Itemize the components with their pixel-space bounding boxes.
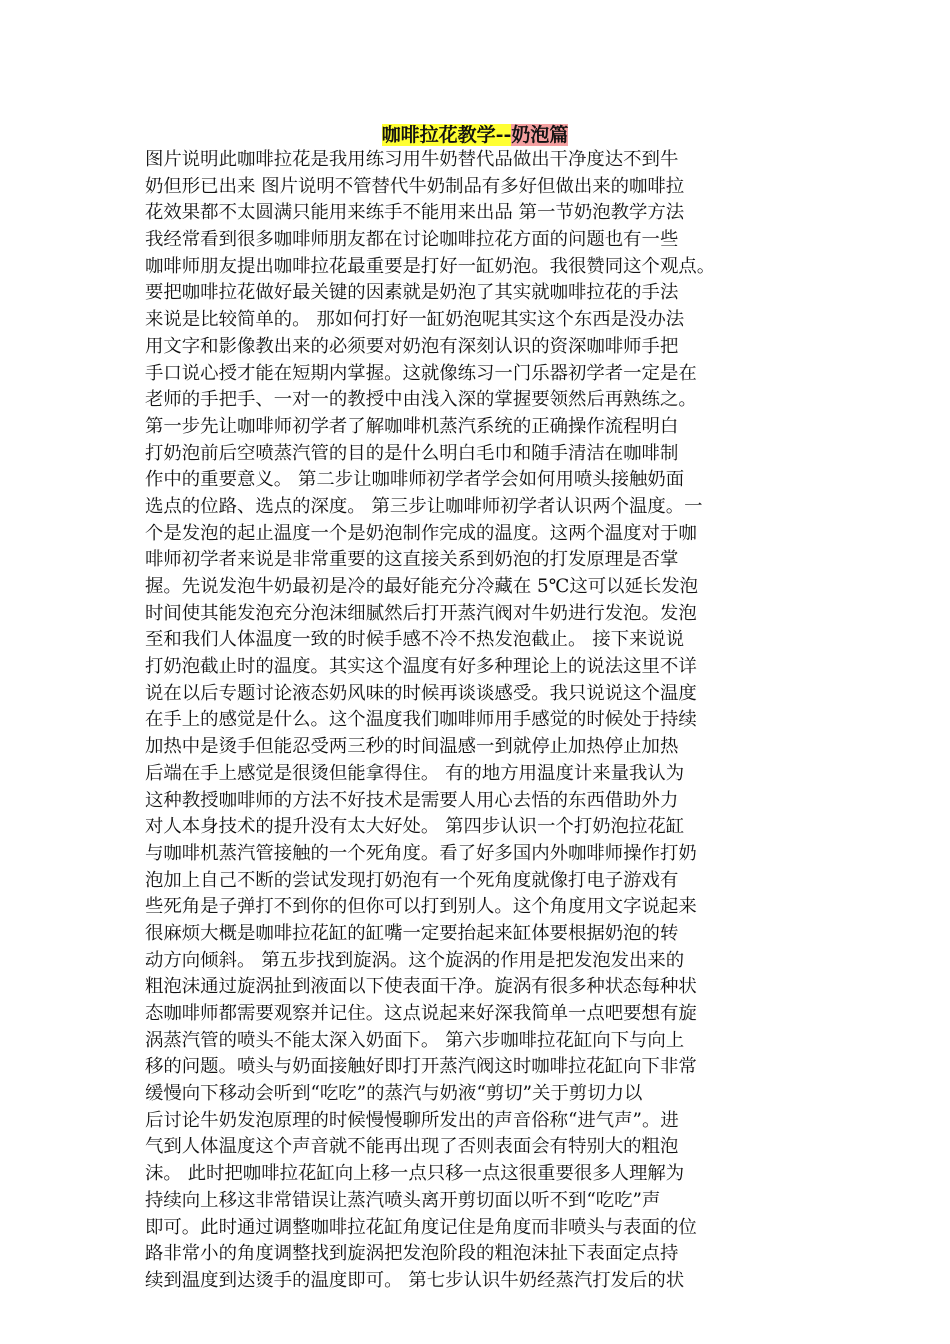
body-line: 用文字和影像教出来的必须要对奶泡有深刻认识的资深咖啡师手把	[145, 335, 679, 357]
title-highlight-yellow	[382, 124, 512, 146]
body-line: 后端在手上感觉是很烫但能拿得住。 有的地方用温度计来量我认为	[145, 762, 685, 784]
body-line: 打奶泡前后空喷蒸汽管的目的是什么明白毛巾和随手清洁在咖啡制	[145, 442, 679, 464]
body-line: 老师的手把手、一对一的教授中由浅入深的掌握要领然后再熟练之。	[145, 389, 697, 411]
body-line: 图片说明此咖啡拉花是我用练习用牛奶替代品做出干净度达不到牛	[145, 149, 679, 170]
body-line: 第一步先让咖啡师初学者了解咖啡机蒸汽系统的正确操作流程明白	[145, 415, 679, 437]
body-line: 缓慢向下移动会听到“吃吃”的蒸汽与奶液“剪切”关于剪切力以	[145, 1083, 643, 1105]
title-separator: --	[495, 124, 512, 146]
body-line: 时间使其能发泡充分泡沫细腻然后打开蒸汽阀对牛奶进行发泡。发泡	[145, 602, 697, 624]
body-line: 至和我们人体温度一致的时候手感不冷不热发泡截止。 接下来说说	[145, 629, 685, 651]
body-line: 打奶泡截止时的温度。其实这个温度有好多种理论上的说法这里不详	[145, 656, 697, 678]
body-line: 即可。此时通过调整咖啡拉花缸角度记住是角度而非喷头与表面的位	[145, 1216, 697, 1238]
title-sub: 奶泡篇	[511, 124, 569, 146]
body-line: 后讨论牛奶发泡原理的时候慢慢聊所发出的声音俗称“进气声”。进	[145, 1109, 679, 1131]
body-line: 手口说心授才能在短期内掌握。这就像练习一门乐器初学者一定是在	[145, 362, 697, 384]
body-line: 态咖啡师都需要观察并记住。这点说起来好深我简单一点吧要想有旋	[145, 1003, 697, 1024]
document-body	[145, 147, 825, 1295]
body-line: 选点的位路、选点的深度。 第三步让咖啡师初学者认识两个温度。一	[145, 495, 703, 517]
body-line: 这种教授咖啡师的方法不好技术是需要人用心去悟的东西借助外力	[145, 789, 679, 811]
body-line: 说在以后专题讨论液态奶风味的时候再谈谈感受。我只说说这个温度	[145, 682, 697, 704]
body-line: 作中的重要意义。 第二步让咖啡师初学者学会如何用喷头接触奶面	[145, 469, 685, 491]
body-line: 啡师初学者来说是非常重要的这直接关系到奶泡的打发原理是否掌	[145, 549, 679, 571]
body-line: 花效果都不太圆满只能用来练手不能用来出品 第一节奶泡教学方法	[145, 202, 685, 224]
body-line: 持续向上移这非常错误让蒸汽喷头离开剪切面以听不到“吃吃”声	[145, 1189, 661, 1211]
body-line: 些死角是子弹打不到你的但你可以打到别人。这个角度用文字说起来	[145, 896, 697, 918]
body-line: 在手上的感觉是什么。这个温度我们咖啡师用手感觉的时候处于持续	[145, 709, 697, 731]
body-line: 我经常看到很多咖啡师朋友都在讨论咖啡拉花方面的问题也有一些	[145, 229, 679, 251]
title-highlight-red	[511, 124, 568, 146]
body-line: 咖啡师朋友提出咖啡拉花最重要是打好一缸奶泡。我很赞同这个观点。	[145, 255, 716, 277]
body-line: 泡加上自己不断的尝试发现打奶泡有一个死角度就像打电子游戏有	[145, 869, 679, 891]
body-line: 与咖啡机蒸汽管接触的一个死角度。看了好多国内外咖啡师操作打奶	[145, 842, 697, 864]
body-line: 移的问题。喷头与奶面接触好即打开蒸汽阀这时咖啡拉花缸向下非常	[145, 1056, 697, 1078]
body-line: 粗泡沫通过旋涡扯到液面以下使表面干净。旋涡有很多种状态每种状	[145, 976, 697, 998]
title-main: 咖啡拉花教学	[381, 124, 496, 146]
body-line: 沫。 此时把咖啡拉花缸向上移一点只移一点这很重要很多人理解为	[145, 1163, 685, 1185]
body-line: 路非常小的角度调整找到旋涡把发泡阶段的粗泡沫扯下表面定点持	[145, 1243, 679, 1265]
body-line: 对人本身技术的提升没有太大好处。 第四步认识一个打奶泡拉花缸	[145, 816, 685, 838]
body-line: 动方向倾斜。 第五步找到旋涡。这个旋涡的作用是把发泡发出来的	[145, 949, 685, 971]
body-line: 气到人体温度这个声音就不能再出现了否则表面会有特别大的粗泡	[145, 1136, 679, 1158]
body-line: 握。先说发泡牛奶最初是冷的最好能充分冷藏在 5℃这可以延长发泡	[145, 576, 699, 597]
body-line: 续到温度到达烫手的温度即可。 第七步认识牛奶经蒸汽打发后的状	[145, 1269, 685, 1291]
document-title	[0, 122, 950, 148]
body-line: 要把咖啡拉花做好最关键的因素就是奶泡了其实就咖啡拉花的手法	[145, 282, 679, 304]
body-line: 来说是比较简单的。 那如何打好一缸奶泡呢其实这个东西是没办法	[145, 309, 685, 331]
body-line: 加热中是烫手但能忍受两三秒的时间温感一到就停止加热停止加热	[145, 736, 679, 758]
body-line: 奶但形已出来 图片说明不管替代牛奶制品有多好但做出来的咖啡拉	[145, 175, 685, 197]
body-line: 很麻烦大概是咖啡拉花缸的缸嘴一定要抬起来缸体要根据奶泡的转	[145, 922, 679, 944]
body-line: 个是发泡的起止温度一个是奶泡制作完成的温度。这两个温度对于咖	[145, 522, 697, 544]
body-line: 涡蒸汽管的喷头不能太深入奶面下。 第六步咖啡拉花缸向下与向上	[145, 1029, 685, 1051]
